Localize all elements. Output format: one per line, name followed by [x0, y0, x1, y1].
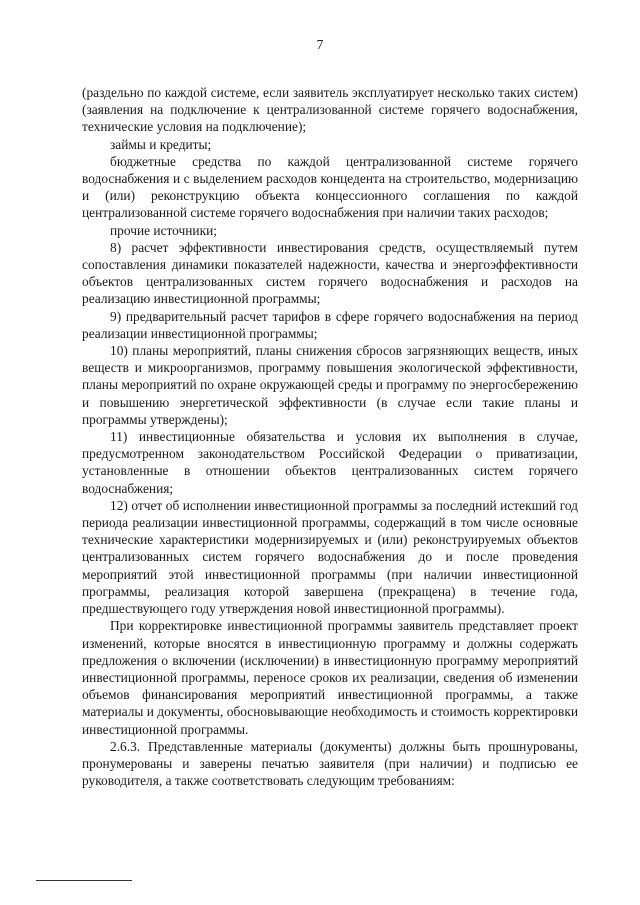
paragraph-budget-funds: бюджетные средства по каждой централизованной системе горячего водоснабжения и с выделением расходов концедента на строительство, модернизацию и (или) реконструкцию объекта концессионного соглашения по каждой централизованной системе горячего водоснабжения при наличии таких расходов; [82, 153, 578, 221]
body-text [82, 84, 578, 789]
paragraph-other-sources: прочие источники; [110, 222, 217, 238]
paragraph-item-10: 10) планы мероприятий, планы снижения сбросов загрязняющих веществ, иных веществ и микроорганизмов, программу повышения экологической эффективности, планы мероприятий по охране окружающей среды и программу по энергосбережению и повышению энергетической эффективности (в случае если такие планы и программы утверждены); [82, 343, 578, 427]
paragraph-item-11: 11) инвестиционные обязательства и условия их выполнения в случае, предусмотренном законодательством Российской Федерации о приватизации, установленные в отношении объектов централизованных систем горячего водоснабжения; [82, 429, 578, 496]
paragraph-item-12: 12) отчет об исполнении инвестиционной программы за последний истекший год периода реализации инвестиционной программы, содержащий в том числе основные технические характеристики модернизируемых и (или) реконструируемых объектов централизованных систем горячего водоснабжения до и после проведения мероприятий этой инвестиционной программы (при наличии инвестиционной программы, реализация которой завершена (прекращена) в течение года, предшествующего году утверждения новой инвестиционной программы). [82, 497, 578, 617]
paragraph-item-8: 8) расчет эффективности инвестирования средств, осуществляемый путем сопоставления динамики показателей надежности, качества и энергоэффективности объектов централизованных систем горячего водоснабжения и расходов на реализацию инвестиционной программы; [82, 239, 578, 307]
paragraph-correction: При корректировке инвестиционной программы заявитель представляет проект изменений, которые вносятся в инвестиционную программу и должны содержать предложения о включении (исключении) в инвестиционную программу мероприятий инвестиционной программы, переносе сроков их реализации, сведения об изменении объемов финансирования мероприятий инвестиционной программы, а также материалы и документы, обосновывающие необходимость и стоимость корректировки инвестиционной программы. [82, 618, 578, 737]
footnote-divider [36, 880, 132, 881]
paragraph-continuation: (раздельно по каждой системе, если заявитель эксплуатирует несколько таких систем) (заявления на подключение к централизованной системе горячего водоснабжения, технические условия на подключение); [82, 85, 578, 135]
paragraph-loans: займы и кредиты; [110, 136, 212, 152]
paragraph-section-2-6-3: 2.6.3. Представленные материалы (документы) должны быть прошнурованы, пронумерованы и заверены печатью заявителя (при наличии) и подписью ее руководителя, а также соответствовать следующим требованиям: [82, 738, 578, 789]
paragraph-item-9: 9) предварительный расчет тарифов в сфере горячего водоснабжения на период реализации инвестиционной программы; [82, 308, 578, 341]
page-number: 7 [316, 37, 324, 52]
